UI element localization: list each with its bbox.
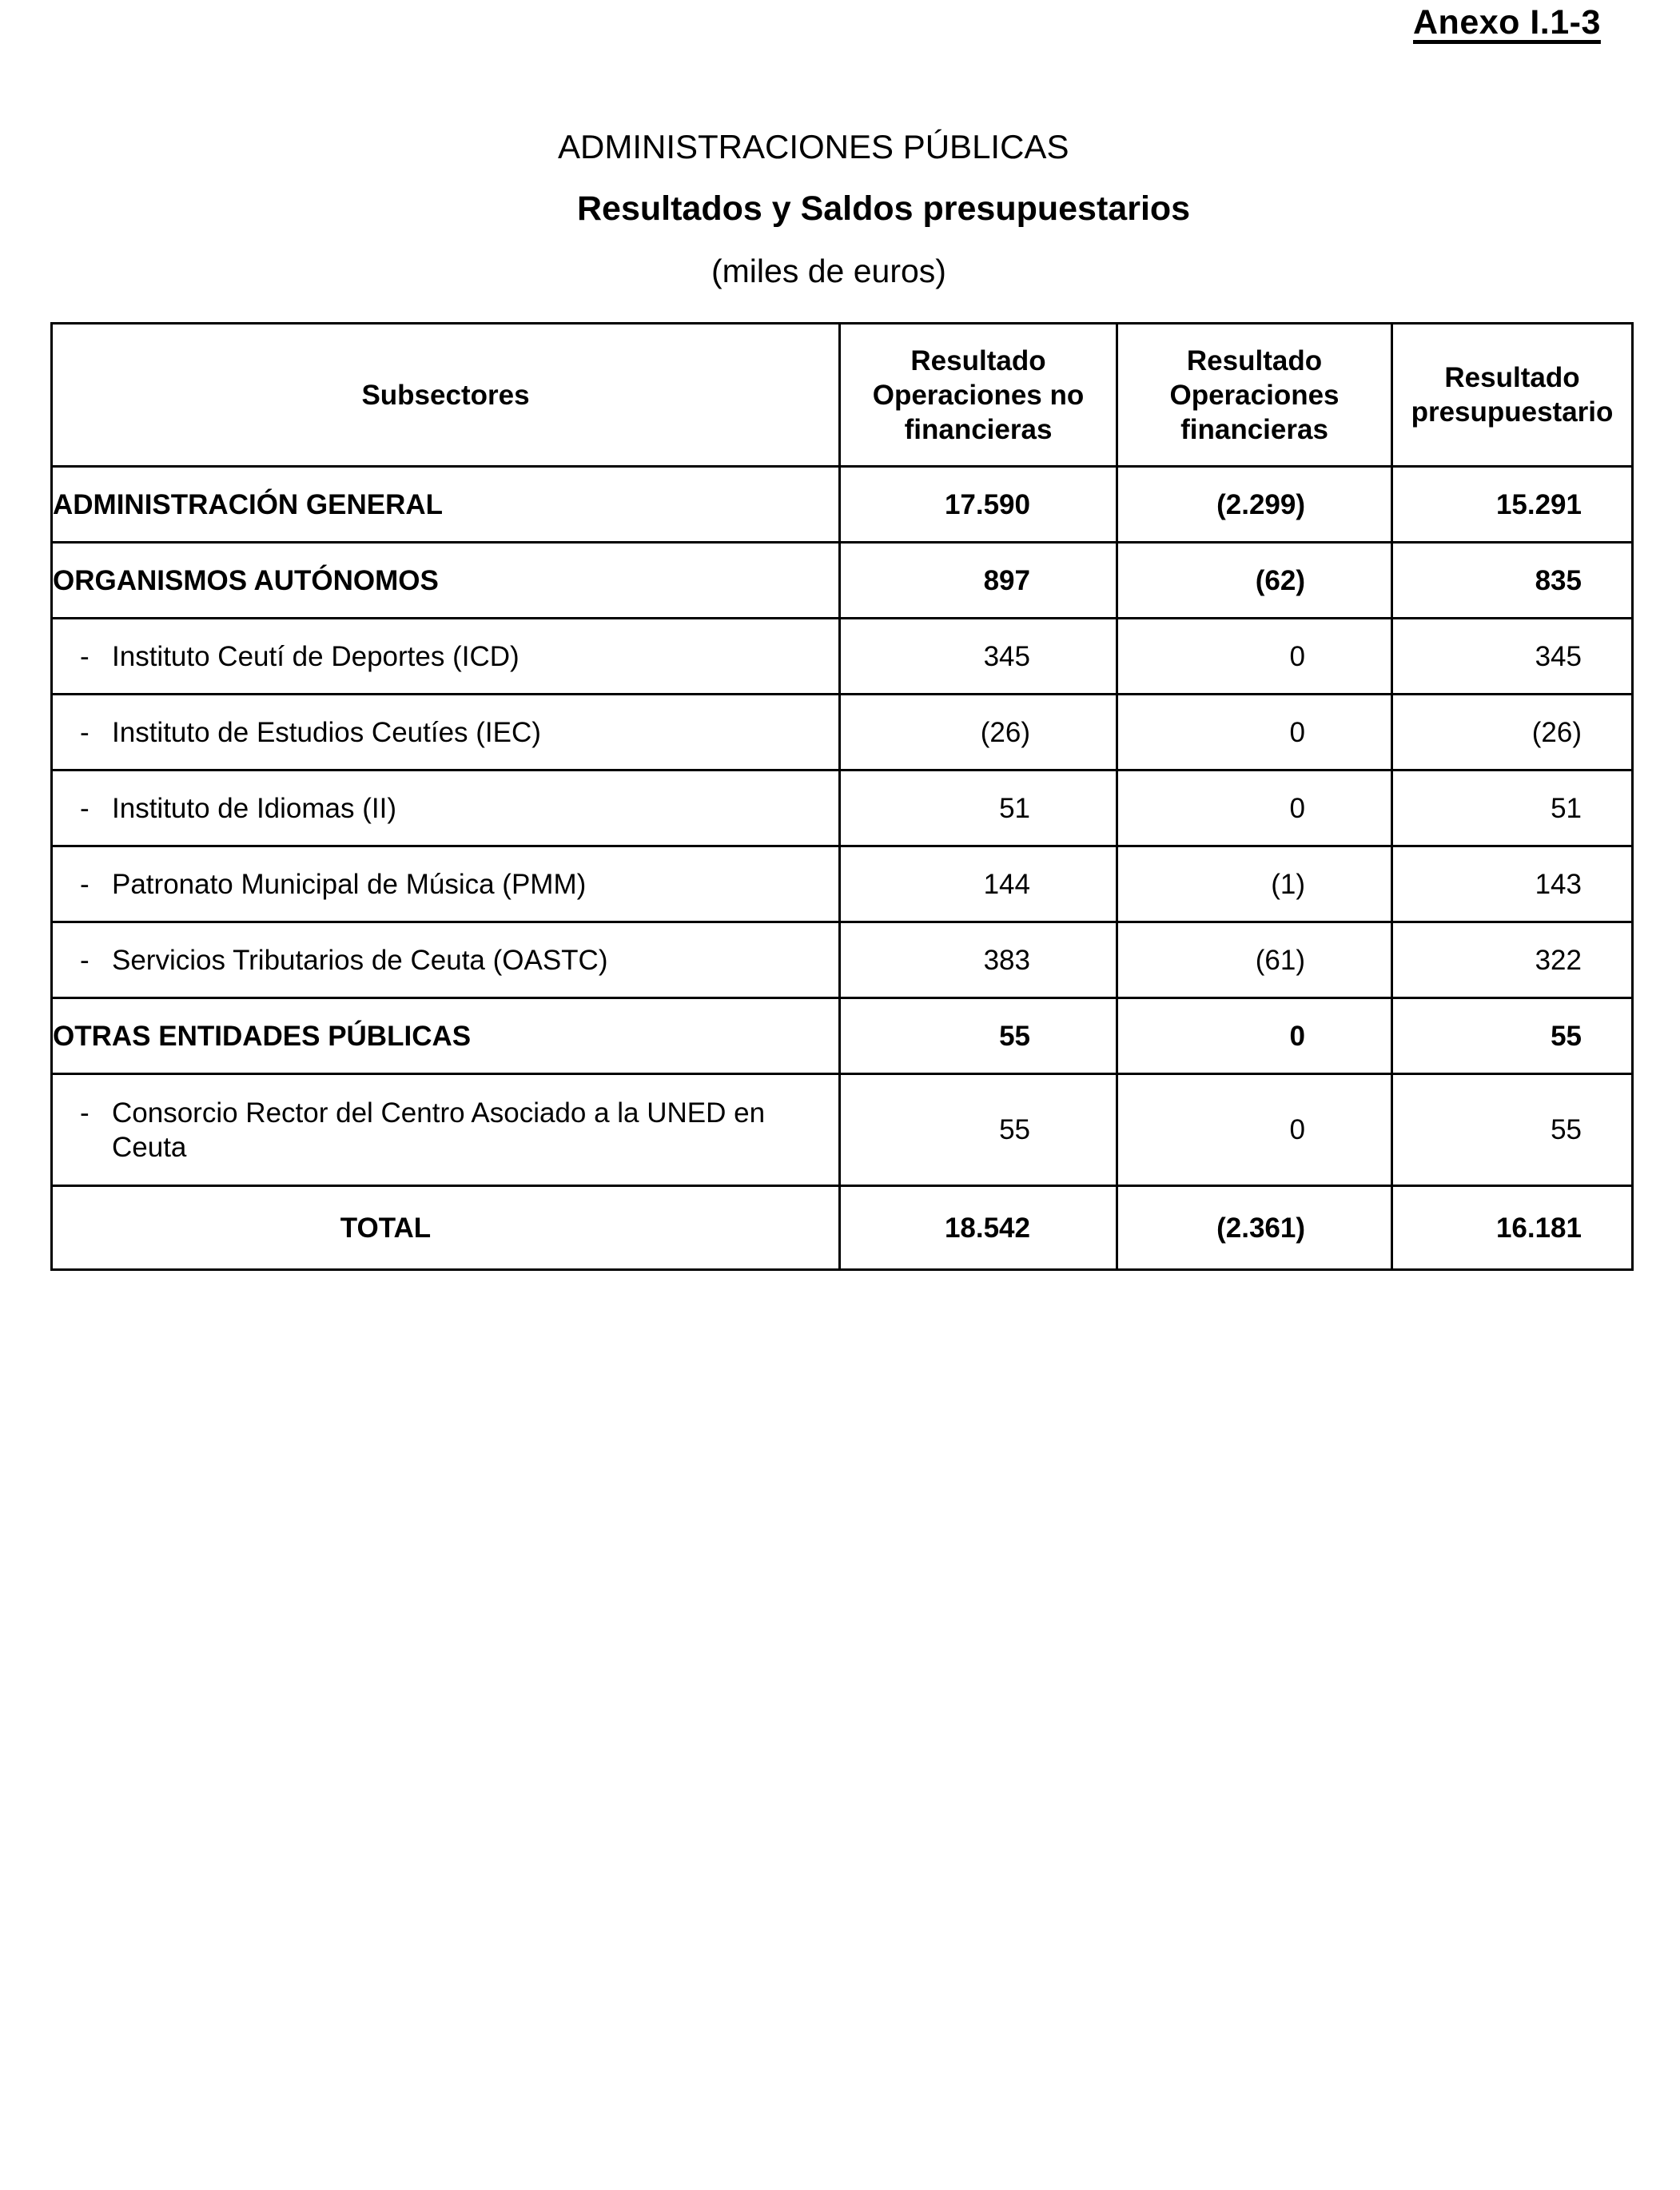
row-label: ORGANISMOS AUTÓNOMOS: [52, 543, 840, 619]
cell-presupuestario: 835: [1392, 543, 1633, 619]
bullet-dash: -: [80, 792, 90, 824]
total-label: TOTAL: [52, 1186, 840, 1270]
cell-presupuestario: 15.291: [1392, 467, 1633, 543]
bullet-dash: -: [80, 716, 90, 748]
header-resultado-no-financieras: [840, 324, 1117, 467]
table-row: [52, 1074, 1633, 1186]
units-note: (miles de euros): [711, 253, 946, 289]
row-label: Instituto Ceutí de Deportes (ICD): [112, 640, 520, 672]
row-label-cell: [52, 922, 840, 998]
table-row: [52, 922, 1633, 998]
table-row: [52, 846, 1633, 922]
document-subtitle: Resultados y Saldos presupuestarios: [577, 189, 1191, 228]
row-label-cell: [52, 695, 840, 770]
cell-no-financieras: 383: [840, 922, 1117, 998]
header-line: Operaciones no: [872, 379, 1085, 411]
cell-presupuestario: 345: [1392, 619, 1633, 695]
table-row-total: [52, 1186, 1633, 1270]
table-header-row: [52, 324, 1633, 467]
header-resultado-financieras: [1117, 324, 1392, 467]
table-row: [52, 695, 1633, 770]
cell-no-financieras: 17.590: [840, 467, 1117, 543]
bullet-dash: -: [80, 868, 90, 900]
cell-financieras: (61): [1117, 922, 1392, 998]
cell-no-financieras: 55: [840, 1074, 1117, 1186]
row-label: ADMINISTRACIÓN GENERAL: [52, 467, 840, 543]
row-label: Patronato Municipal de Música (PMM): [112, 868, 587, 900]
document-title: ADMINISTRACIONES PÚBLICAS: [558, 128, 1069, 165]
header-line: financieras: [1180, 413, 1328, 445]
table-row: [52, 770, 1633, 846]
bullet-dash: -: [80, 640, 90, 672]
cell-financieras: 0: [1117, 1074, 1392, 1186]
row-label: Servicios Tributarios de Ceuta (OASTC): [112, 944, 608, 976]
total-presupuestario: 16.181: [1392, 1186, 1633, 1270]
cell-presupuestario: 322: [1392, 922, 1633, 998]
cell-presupuestario: 55: [1392, 998, 1633, 1074]
total-no-financieras: 18.542: [840, 1186, 1117, 1270]
header-line: financieras: [904, 413, 1053, 445]
cell-no-financieras: (26): [840, 695, 1117, 770]
header-line: Resultado: [1444, 362, 1580, 393]
row-label: Consorcio Rector del Centro Asociado a la UNED en Ceuta: [112, 1097, 766, 1163]
annex-label: Anexo I.1-3: [1413, 3, 1601, 42]
row-label: Instituto de Estudios Ceutíes (IEC): [112, 716, 541, 748]
total-financieras: (2.361): [1117, 1186, 1392, 1270]
cell-no-financieras: 144: [840, 846, 1117, 922]
cell-financieras: 0: [1117, 619, 1392, 695]
bullet-dash: -: [80, 1097, 90, 1129]
cell-financieras: (1): [1117, 846, 1392, 922]
table-row-group: [52, 543, 1633, 619]
header-line: Resultado: [1186, 344, 1323, 376]
header-line: Operaciones: [1169, 379, 1340, 411]
cell-no-financieras: 55: [840, 998, 1117, 1074]
cell-financieras: 0: [1117, 998, 1392, 1074]
cell-presupuestario: 143: [1392, 846, 1633, 922]
cell-no-financieras: 51: [840, 770, 1117, 846]
header-subsectores: Subsectores: [52, 324, 840, 467]
header-resultado-presupuestario: [1392, 324, 1633, 467]
header-line: Resultado: [910, 344, 1046, 376]
cell-presupuestario: (26): [1392, 695, 1633, 770]
row-label-cell: [52, 619, 840, 695]
cell-financieras: (2.299): [1117, 467, 1392, 543]
cell-presupuestario: 55: [1392, 1074, 1633, 1186]
table-row-group: [52, 998, 1633, 1074]
row-label-cell: [52, 1074, 840, 1186]
row-label: OTRAS ENTIDADES PÚBLICAS: [52, 998, 840, 1074]
header-line: presupuestario: [1411, 396, 1614, 428]
cell-financieras: 0: [1117, 695, 1392, 770]
cell-financieras: (62): [1117, 543, 1392, 619]
bullet-dash: -: [80, 944, 90, 976]
cell-presupuestario: 51: [1392, 770, 1633, 846]
table-row: [52, 619, 1633, 695]
row-label: Instituto de Idiomas (II): [112, 792, 396, 824]
results-table: [50, 322, 1634, 1271]
cell-no-financieras: 345: [840, 619, 1117, 695]
cell-financieras: 0: [1117, 770, 1392, 846]
cell-no-financieras: 897: [840, 543, 1117, 619]
table-row-group: [52, 467, 1633, 543]
row-label-cell: [52, 770, 840, 846]
row-label-cell: [52, 846, 840, 922]
